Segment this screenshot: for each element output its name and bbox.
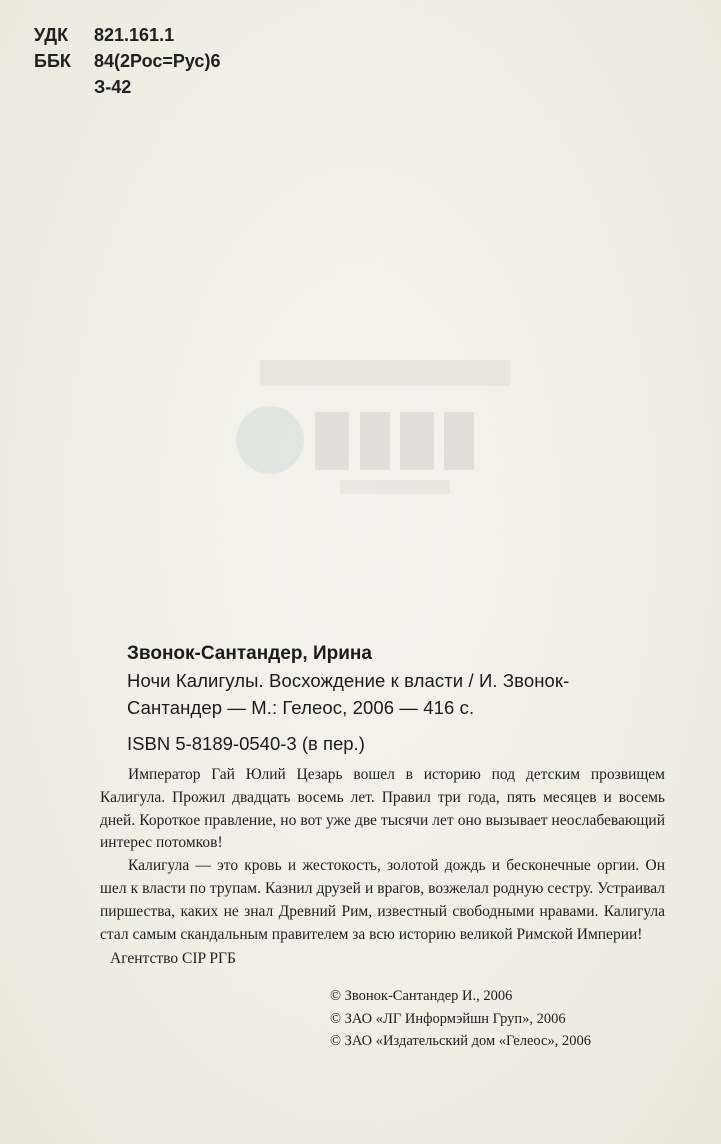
bbk-row <box>34 48 220 74</box>
cip-agency: Агентство CIP РГБ <box>110 950 236 968</box>
copyright-block <box>330 985 591 1053</box>
isbn: ISBN 5-8189-0540-3 (в пер.) <box>127 733 365 754</box>
annotation-block <box>100 764 665 971</box>
show-through-logo-icon <box>200 340 560 520</box>
classification-block <box>34 22 220 100</box>
copyright-line-3: © ЗАО «Издательский дом «Гелеос», 2006 <box>330 1033 591 1049</box>
udk-value: 821.161.1 <box>94 25 175 45</box>
author-heading: Звонок-Сантандер, Ирина <box>127 643 372 664</box>
annotation-paragraph-2: Калигула — это кровь и жестокость, золотой дождь и бесконечные оргии. Он шел к власти по трупам. Казнил друзей и врагов, возжелал родную сестру. Устраивал пиршества, каких не знал Древний Рим, известный свободными нравами. Калигула стал самым скандальным правителем за всю историю великой Римской Империи! <box>100 857 665 943</box>
copyright-line-1: © Звонок-Сантандер И., 2006 <box>330 988 513 1004</box>
title-line-1: Ночи Калигулы. Восхождение к власти / И. Звонок- <box>127 670 570 691</box>
annotation-paragraph-1: Император Гай Юлий Цезарь вошел в историю под детским прозвищем Калигула. Прожил двадцать восемь лет. Правил три года, пять месяцев и восемь дней. Короткое правление, но вот уже две тысячи лет оно вызывает неослабевающий интерес потомков! <box>100 766 665 852</box>
copyright-line-2: © ЗАО «ЛГ Информэйшн Груп», 2006 <box>330 1010 566 1027</box>
udk-row <box>34 22 220 48</box>
udk-label: УДК <box>34 25 69 45</box>
bibliographic-entry <box>127 640 687 757</box>
author-mark: З-42 <box>94 77 132 97</box>
bbk-label: ББК <box>34 51 71 71</box>
title-line-2: Сантандер — М.: Гелеос, 2006 — 416 с. <box>127 697 475 718</box>
bbk-value: 84(2Рос=Рус)6 <box>94 51 221 71</box>
